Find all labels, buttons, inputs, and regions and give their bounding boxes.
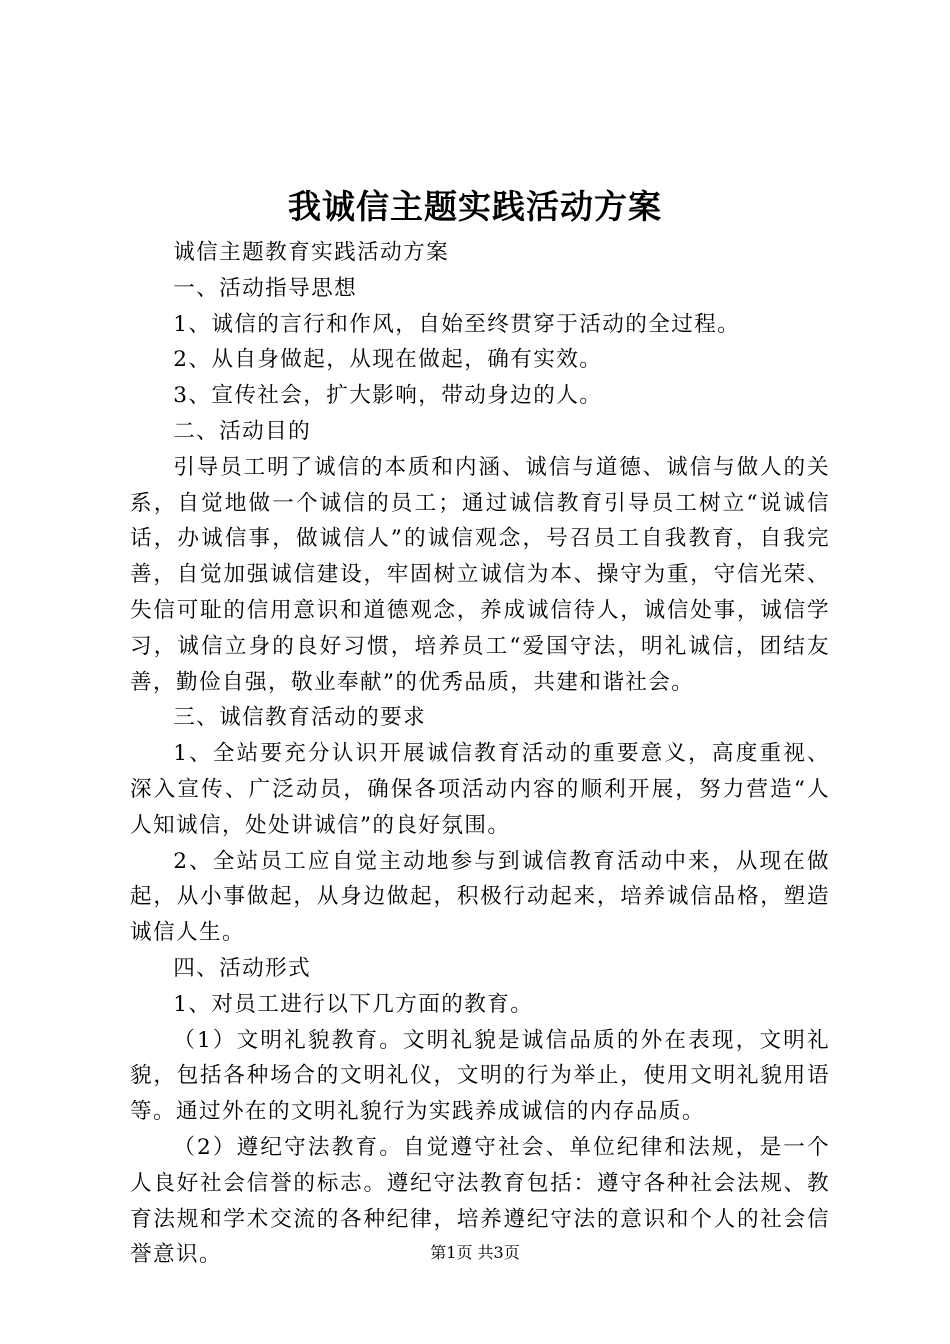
paragraph-subtitle: 诚信主题教育实践活动方案: [173, 240, 450, 265]
paragraph: 1、全站要充分认识开展诚信教育活动的重要意义，高度重视、深入宣传、广泛动员，确保各项活动内容的顺利开展，努力营造“人人知诚信，处处讲诚信”的良好氛围。: [130, 741, 830, 838]
section-heading-1: 一、活动指导思想: [173, 275, 358, 301]
paragraph: 1、诚信的言行和作风，自始至终贯穿于活动的全过程。: [173, 311, 741, 337]
document-title: 我诚信主题实践活动方案: [288, 187, 662, 226]
section-heading-3: 三、诚信教育活动的要求: [173, 705, 427, 731]
paragraph: （1）文明礼貌教育。文明礼貌是诚信品质的外在表现，文明礼貌，包括各种场合的文明礼仪，文明的行为举止，使用文明礼貌用语等。通过外在的文明礼貌行为实践养成诚信的内存品质。: [130, 1027, 830, 1125]
section-heading-2: 二、活动目的: [173, 418, 312, 444]
document-body: [130, 235, 830, 1273]
page-footer: 第1页 共3页: [430, 1243, 520, 1262]
paragraph: 引导员工明了诚信的本质和内涵、诚信与道德、诚信与做人的关系，自觉地做一个诚信的员工；通过诚信教育引导员工树立“说诚信话，办诚信事，做诚信人”的诚信观念，号召员工自我教育，自我完善，自觉加强诚信建设，牢固树立诚信为本、操守为重，守信光荣、失信可耻的信用意识和道德观念，养成诚信待人，诚信处事，诚信学习，诚信立身的良好习惯，培养员工“爱国守法，明礼诚信，团结友善，勤俭自强，敬业奉献”的优秀品质，共建和谐社会。: [130, 454, 830, 695]
paragraph: 3、宣传社会，扩大影响，带动身边的人。: [173, 383, 603, 409]
paragraph: 1、对员工进行以下几方面的教育。: [173, 991, 534, 1017]
paragraph: 2、全站员工应自觉主动地参与到诚信教育活动中来，从现在做起，从小事做起，从身边做起，积极行动起来，培养诚信品格，塑造诚信人生。: [130, 848, 830, 946]
paragraph: （2）遵纪守法教育。自觉遵守社会、单位纪律和法规，是一个人良好社会信誉的标志。遵纪守法教育包括：遵守各种社会法规、教育法规和学术交流的各种纪律，培养遵纪守法的意识和个人的社会信誉意识。: [130, 1134, 830, 1268]
section-heading-4: 四、活动形式: [173, 955, 312, 981]
paragraph: 2、从自身做起，从现在做起，确有实效。: [173, 347, 603, 373]
